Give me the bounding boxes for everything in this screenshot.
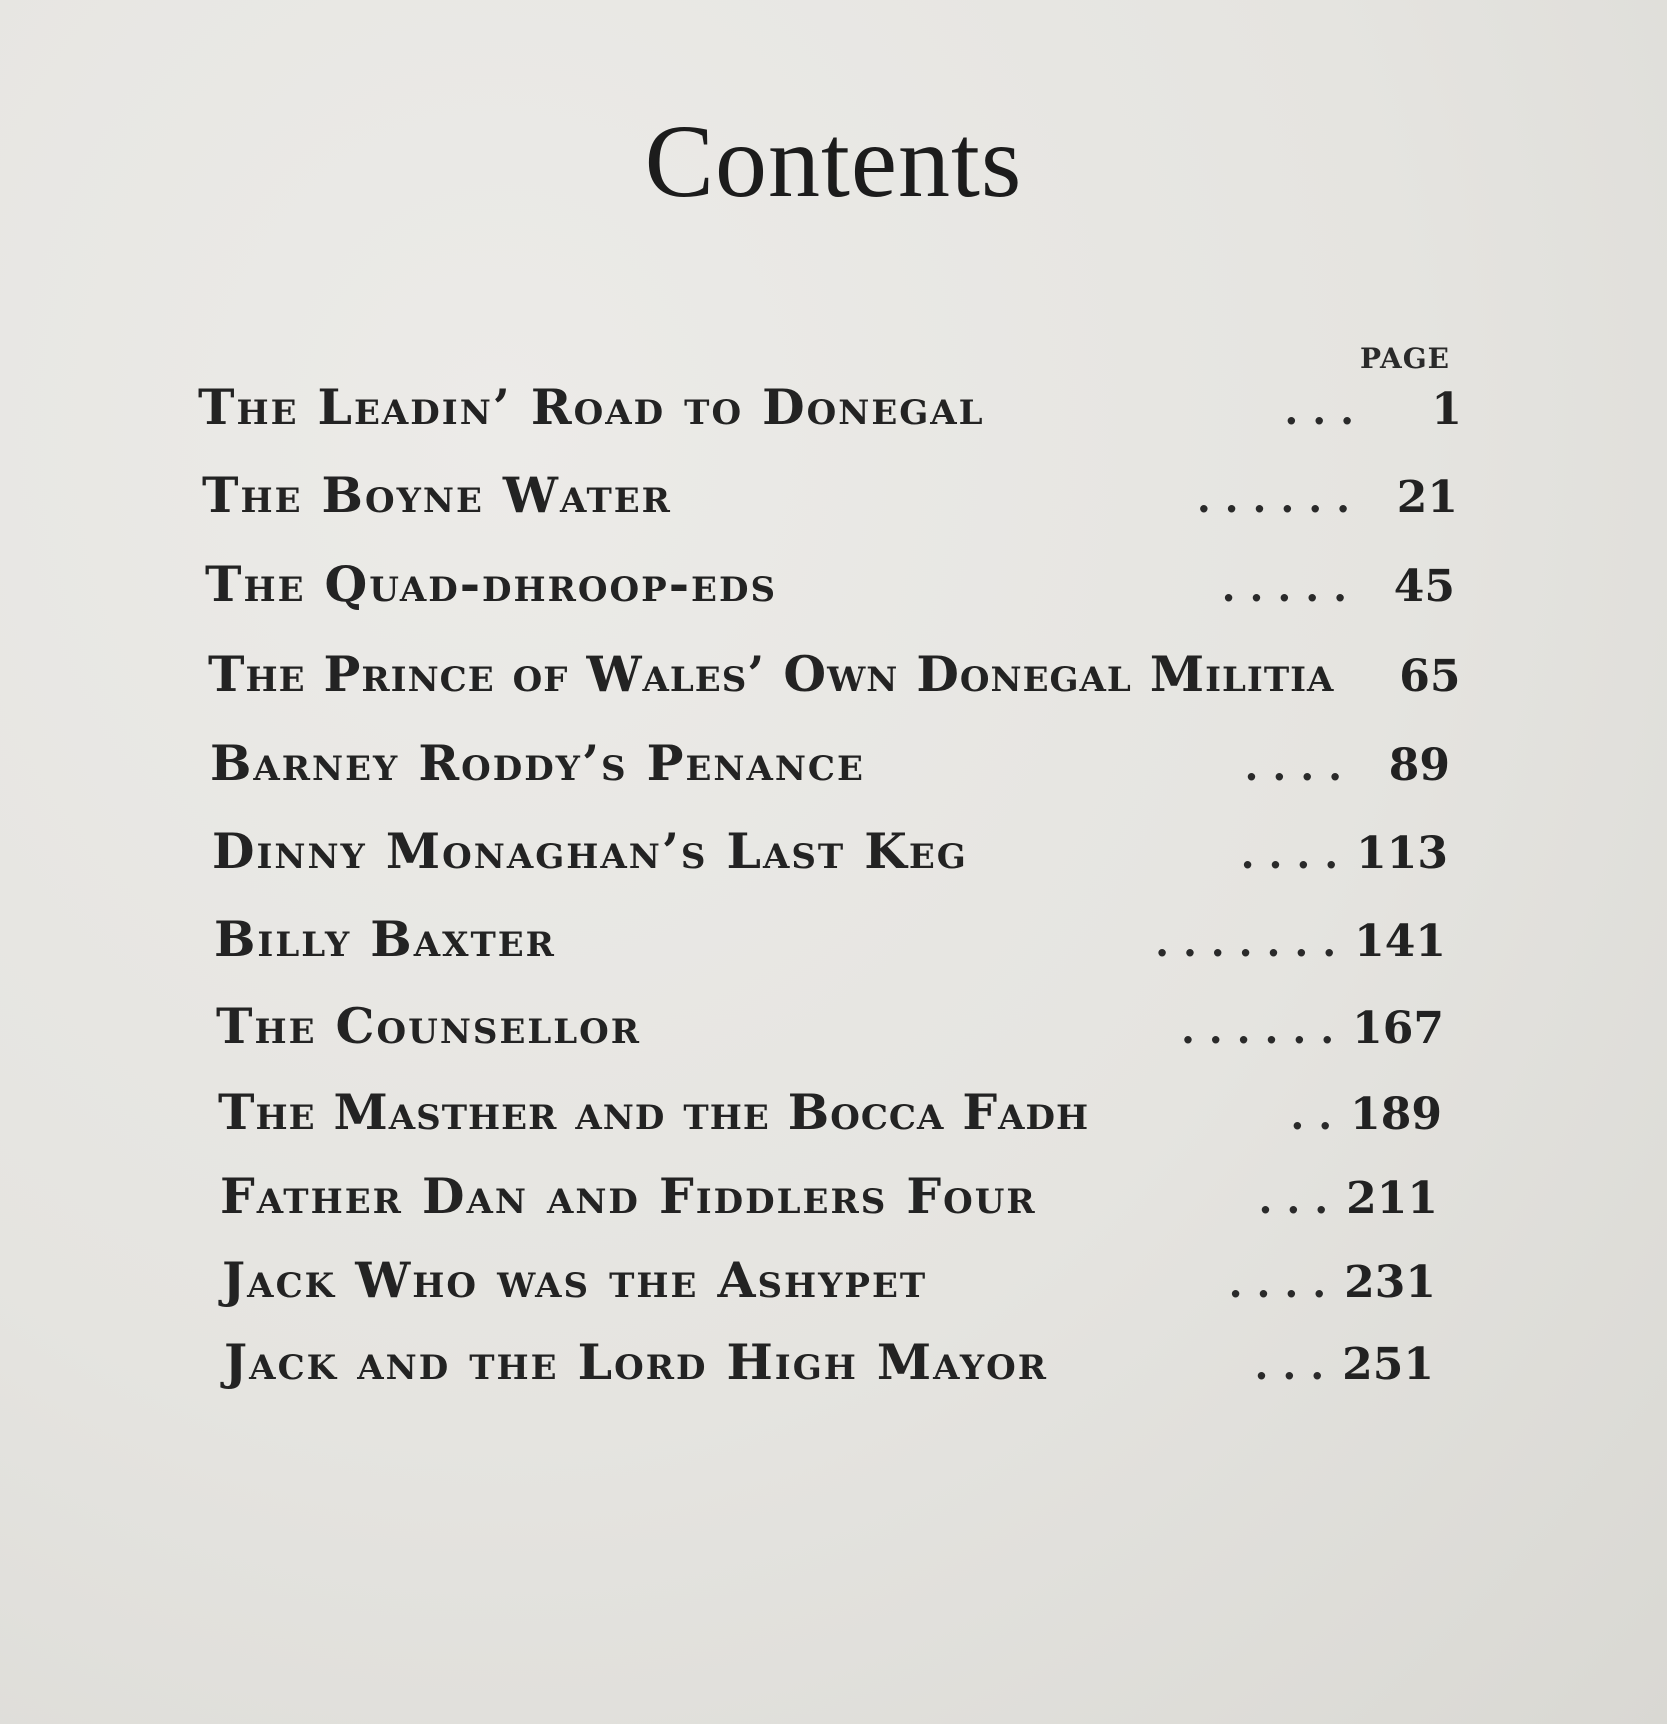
toc-entry: [222, 1251, 1436, 1311]
dot-leader: . . .: [1284, 387, 1354, 434]
toc-entry: [218, 1083, 1442, 1143]
dot-leader: . . . . . .: [1180, 1006, 1335, 1053]
toc-entry-title: Barney Roddy’s Penance: [210, 734, 865, 792]
toc-entry-title: The Counsellor: [216, 997, 642, 1055]
toc-entry-title: Dinny Monaghan’s Last Keg: [212, 822, 968, 880]
toc-entry-page: 45: [1393, 561, 1455, 612]
toc-entry: [220, 1167, 1438, 1227]
toc-entry-title: Billy Baxter: [214, 910, 556, 968]
toc-entry-title: The Masther and the Bocca Fadh: [218, 1083, 1090, 1141]
toc-entry-page: 251: [1342, 1339, 1434, 1390]
toc-entry: [210, 734, 1450, 794]
dot-leader: . . . .: [1240, 831, 1339, 878]
toc-entry-page: 211: [1346, 1173, 1438, 1224]
page-column-label: PAGE: [1360, 342, 1450, 375]
dot-leader: . . . .: [1228, 1260, 1327, 1307]
toc-entry-title: The Leadin’ Road to Donegal: [198, 378, 985, 436]
toc-entry: [205, 555, 1455, 615]
toc-entry-page: 1: [1431, 384, 1462, 435]
page-title: Contents: [644, 104, 1023, 219]
toc-entry: [214, 910, 1446, 970]
dot-leader: . .: [1290, 1092, 1333, 1139]
toc-entry: [208, 645, 1461, 705]
toc-entry: [198, 378, 1462, 438]
toc-entry-page: 113: [1356, 828, 1448, 879]
toc-entry: [224, 1333, 1434, 1393]
dot-leader: . . . . . . .: [1155, 919, 1337, 966]
toc-entry-title: Jack and the Lord High Mayor: [224, 1333, 1048, 1391]
toc-entry-title: The Boyne Water: [202, 466, 672, 524]
toc-entry-title: Jack Who was the Ashypet: [222, 1251, 928, 1309]
toc-entry-page: 231: [1344, 1257, 1436, 1308]
toc-entry: [212, 822, 1448, 882]
dot-leader: . . . . .: [1221, 564, 1347, 611]
dot-leader: . . .: [1258, 1176, 1329, 1223]
dot-leader: . . . .: [1244, 743, 1342, 790]
toc-entry-title: The Quad-dhroop-eds: [205, 555, 778, 613]
toc-entry-page: 189: [1350, 1089, 1442, 1140]
toc-entry-page: 141: [1354, 916, 1446, 967]
toc-entry-page: 65: [1399, 651, 1461, 702]
toc-entry-title: Father Dan and Fiddlers Four: [220, 1167, 1037, 1225]
dot-leader: . . . . . .: [1196, 475, 1350, 522]
toc-entry-page: 21: [1396, 472, 1458, 523]
dot-leader: . . .: [1254, 1342, 1325, 1389]
toc-entry-title: The Prince of Wales’ Own Donegal Militia: [208, 645, 1335, 703]
toc-entry: [202, 466, 1458, 526]
toc-entry-page: 89: [1388, 740, 1450, 791]
toc-entry-page: 167: [1352, 1003, 1444, 1054]
toc-entry: [216, 997, 1444, 1057]
